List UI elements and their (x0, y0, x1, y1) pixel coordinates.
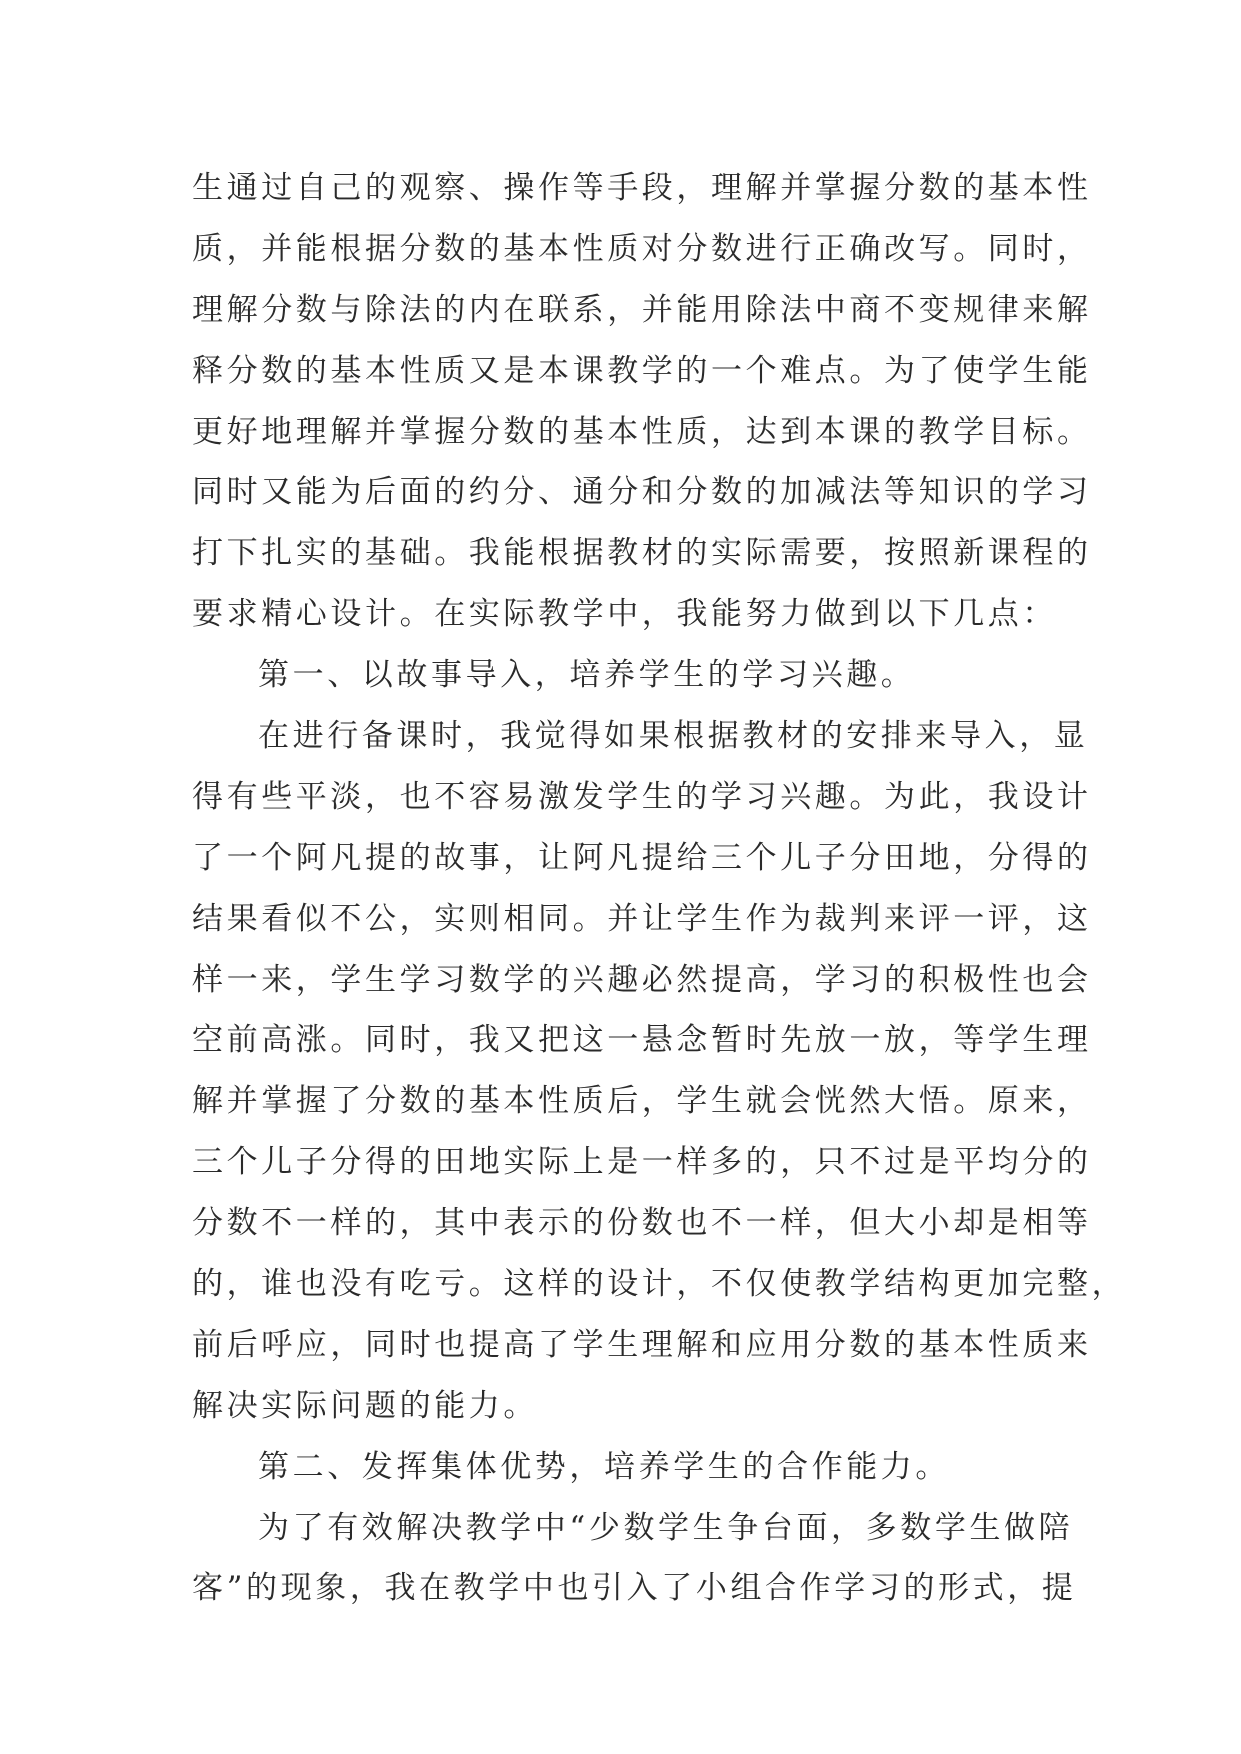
text-line: 质，并能根据分数的基本性质对分数进行正确改写。同时， (192, 230, 1092, 267)
text-line: 了一个阿凡提的故事，让阿凡提给三个儿子分田地，分得的 (192, 839, 1092, 876)
text-line: 生通过自己的观察、操作等手段，理解并掌握分数的基本性 (192, 170, 1092, 206)
text-line: 结果看似不公，实则相同。并让学生作为裁判来评一评，这 (192, 900, 1092, 937)
text-line: 同时又能为后面的约分、通分和分数的加减法等知识的学习 (192, 474, 1092, 511)
text-line: 的，谁也没有吃亏。这样的设计，不仅使教学结构更加完整， (192, 1266, 1127, 1303)
text-line: 得有些平淡，也不容易激发学生的学习兴趣。为此，我设计 (192, 778, 1092, 815)
text-line: 解并掌握了分数的基本性质后，学生就会恍然大悟。原来， (192, 1083, 1092, 1120)
text-line: 客”的现象，我在教学中也引入了小组合作学习的形式，提 (192, 1570, 1077, 1607)
text-line: 前后呼应，同时也提高了学生理解和应用分数的基本性质来 (192, 1326, 1092, 1363)
text-line: 分数不一样的，其中表示的份数也不一样，但大小却是相等 (192, 1205, 1092, 1242)
section-heading-2: 第二、发挥集体优势，培养学生的合作能力。 (258, 1448, 950, 1485)
text-line: 理解分数与除法的内在联系，并能用除法中商不变规律来解 (192, 291, 1092, 328)
text-line: 释分数的基本性质又是本课教学的一个难点。为了使学生能 (192, 352, 1092, 389)
paragraph-start: 在进行备课时，我觉得如果根据教材的安排来导入，显 (258, 718, 1089, 755)
body-text (192, 158, 1127, 1619)
text-line: 要求精心设计。在实际教学中，我能努力做到以下几点： (192, 596, 1057, 633)
paragraph-start: 为了有效解决教学中“少数学生争台面，多数学生做陪 (258, 1509, 1074, 1546)
text-line: 样一来，学生学习数学的兴趣必然提高，学习的积极性也会 (192, 961, 1092, 998)
text-line: 打下扎实的基础。我能根据教材的实际需要，按照新课程的 (192, 535, 1092, 572)
section-heading-1: 第一、以故事导入，培养学生的学习兴趣。 (258, 657, 916, 694)
text-line: 空前高涨。同时，我又把这一悬念暂时先放一放，等学生理 (192, 1022, 1092, 1059)
text-line: 解决实际问题的能力。 (192, 1387, 538, 1424)
text-line: 更好地理解并掌握分数的基本性质，达到本课的教学目标。 (192, 413, 1092, 450)
text-line: 三个儿子分得的田地实际上是一样多的，只不过是平均分的 (192, 1144, 1092, 1181)
